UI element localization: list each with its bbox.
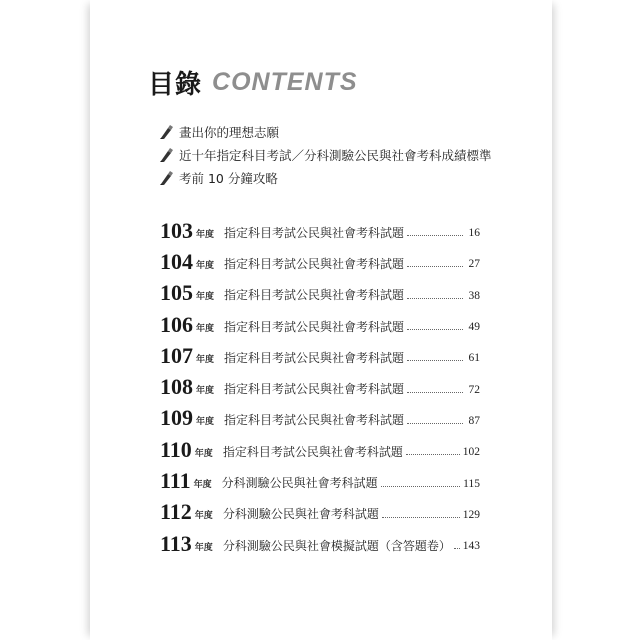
toc-entry[interactable] <box>160 528 480 559</box>
toc-page-number: 102 <box>462 446 480 459</box>
toc-year: 106 <box>160 311 193 337</box>
toc-title: 指定科目考試公民與社會考科試題 <box>224 382 405 397</box>
toc-year: 111 <box>160 468 191 494</box>
dot-leader <box>407 413 463 424</box>
toc-title: 指定科目考試公民與社會考科試題 <box>224 350 405 365</box>
toc-year-unit: 年度 <box>196 292 215 303</box>
toc-page-number: 72 <box>468 383 480 396</box>
toc-title: 指定科目考試公民與社會考科試題 <box>224 413 405 428</box>
toc-entry[interactable] <box>160 434 480 465</box>
toc-title: 指定科目考試公民與社會考科試題 <box>224 256 405 271</box>
toc-title: 分科測驗公民與社會考科試題 <box>221 476 378 491</box>
toc-year: 105 <box>160 280 193 306</box>
toc-page-number: 115 <box>463 477 480 490</box>
toc-year-unit: 年度 <box>194 448 213 459</box>
toc-year: 104 <box>160 248 193 274</box>
toc-page-number: 129 <box>462 508 480 521</box>
toc-year-unit: 年度 <box>196 323 215 334</box>
toc-year-unit: 年度 <box>194 511 213 522</box>
toc-year: 108 <box>160 374 193 400</box>
intro-item-label: 考前 10 分鐘攻略 <box>179 170 278 186</box>
dot-leader <box>407 225 463 236</box>
dot-leader <box>381 476 461 487</box>
toc-title: 指定科目考試公民與社會考科試題 <box>224 319 405 334</box>
toc-entry[interactable] <box>160 465 480 496</box>
toc-year: 109 <box>160 405 193 431</box>
dot-leader <box>382 507 460 518</box>
title-chinese: 目錄 <box>148 69 203 100</box>
pen-nib-icon <box>158 170 174 186</box>
toc-title: 指定科目考試公民與社會考科試題 <box>224 288 405 303</box>
title-english: CONTENTS <box>212 67 358 96</box>
toc-year-unit: 年度 <box>196 386 215 397</box>
toc-page-number: 87 <box>468 414 480 427</box>
intro-list <box>158 120 538 189</box>
toc-page-number: 16 <box>468 227 480 240</box>
toc-entry[interactable] <box>160 278 480 309</box>
toc-year-unit: 年度 <box>196 354 215 365</box>
toc-year-unit: 年度 <box>196 260 215 271</box>
intro-item-label: 近十年指定科目考試／分科測驗公民與社會考科成績標準 <box>179 147 492 163</box>
page-title <box>148 64 358 100</box>
toc-entry[interactable] <box>160 340 480 371</box>
toc-title: 指定科目考試公民與社會考科試題 <box>224 225 405 240</box>
toc-title: 分科測驗公民與社會模擬試題（含答題卷） <box>222 538 451 553</box>
toc-entry[interactable] <box>160 215 480 246</box>
toc-year: 103 <box>160 217 193 243</box>
toc-year-unit: 年度 <box>196 417 215 428</box>
dot-leader <box>407 256 463 267</box>
toc-list <box>160 215 480 559</box>
toc-year: 113 <box>160 530 192 556</box>
toc-year-unit: 年度 <box>193 480 212 491</box>
intro-item-label: 畫出你的理想志願 <box>179 124 280 140</box>
intro-item[interactable] <box>158 120 538 143</box>
toc-page-number: 143 <box>462 540 480 553</box>
dot-leader <box>406 444 460 455</box>
toc-year-unit: 年度 <box>194 542 213 553</box>
intro-item[interactable] <box>158 143 538 166</box>
toc-title: 分科測驗公民與社會考科試題 <box>222 507 379 522</box>
dot-leader <box>407 288 463 299</box>
dot-leader <box>407 350 463 361</box>
toc-year: 112 <box>160 499 192 525</box>
toc-entry[interactable] <box>160 403 480 434</box>
toc-entry[interactable] <box>160 371 480 402</box>
toc-entry[interactable] <box>160 309 480 340</box>
toc-page-number: 27 <box>468 258 480 271</box>
dot-leader <box>407 382 463 393</box>
toc-year-unit: 年度 <box>196 229 215 240</box>
toc-year: 107 <box>160 342 193 368</box>
toc-page-number: 61 <box>468 352 480 365</box>
toc-entry[interactable] <box>160 246 480 277</box>
dot-leader <box>407 319 463 330</box>
toc-year: 110 <box>160 436 192 462</box>
pen-nib-icon <box>158 147 174 163</box>
pen-nib-icon <box>158 124 174 140</box>
toc-title: 指定科目考試公民與社會考科試題 <box>222 444 403 459</box>
toc-entry[interactable] <box>160 497 480 528</box>
toc-page-number: 38 <box>468 289 480 302</box>
intro-item[interactable] <box>158 166 538 189</box>
dot-leader <box>454 538 460 549</box>
toc-page-number: 49 <box>468 321 480 334</box>
